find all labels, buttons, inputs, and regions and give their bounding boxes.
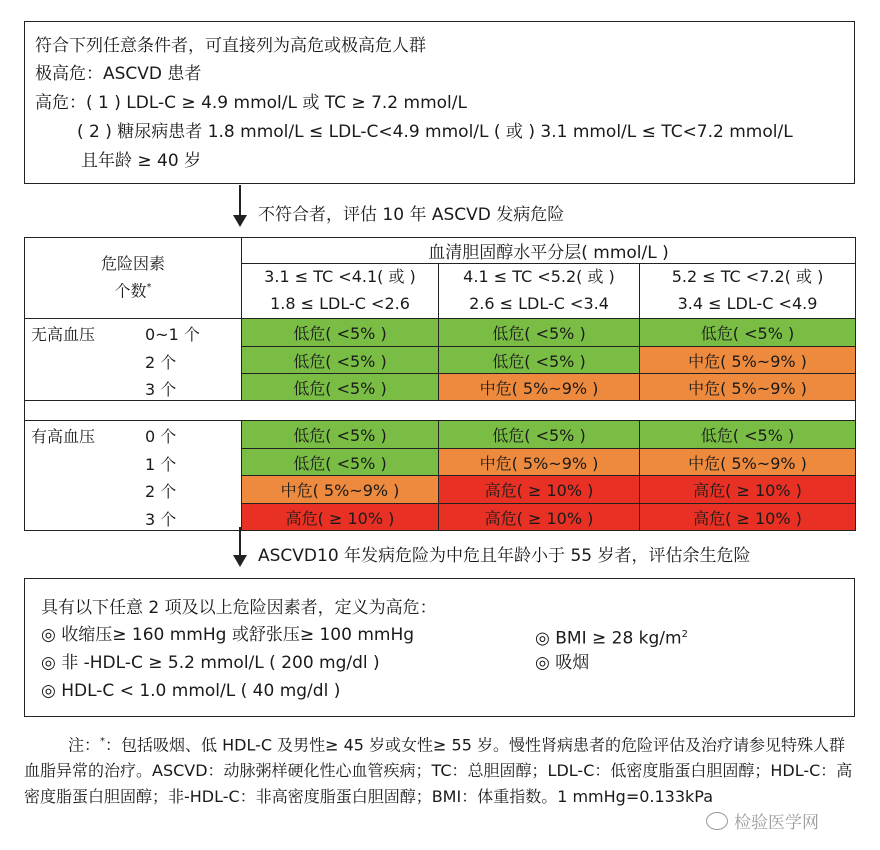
risk-cell-high: 高危( ≥ 10% ) xyxy=(439,476,640,504)
risk-row xyxy=(25,504,856,531)
risk-row-label xyxy=(25,319,242,347)
risk-cell-low: 低危( <5% ) xyxy=(242,374,439,401)
group-spacer xyxy=(25,401,856,421)
risk-cell-mid: 中危( 5%~9% ) xyxy=(640,347,856,374)
risk-row xyxy=(25,476,856,504)
risk-factor-count: 2 个 xyxy=(145,481,177,501)
arrow1-label: 不符合者，评估 10 年 ASCVD 发病危险 xyxy=(258,205,565,225)
criteria-high-age: 且年龄 ≥ 40 岁 xyxy=(81,151,202,171)
range-3-tc: 5.2 ≤ TC <7.2( 或 ) xyxy=(640,264,856,291)
group-hypertension xyxy=(25,421,856,531)
risk-item-smoking: ◎ 吸烟 xyxy=(535,653,590,673)
footnote-text: ：包括吸烟、低 HDL-C 及男性≥ 45 岁或女性≥ 55 岁。慢性肾病患者的危险评估及治疗请参见特殊人群血脂异常的治疗。ASCVD：动脉粥样硬化性心血管疾病；TC：总胆固醇；LDL-C：低密度脂蛋白胆固醇；HDL-C：高密度脂蛋白胆固醇；非-HDL-C：非高密度脂蛋白胆固醇；BMI：体重指数。1 mmHg=0.133kPa xyxy=(24,735,853,807)
wechat-icon xyxy=(706,812,728,830)
footnote-mark: * xyxy=(100,736,106,747)
risk-cell-low: 低危( <5% ) xyxy=(242,449,439,476)
risk-stratification-table xyxy=(24,237,856,531)
risk-cell-high: 高危( ≥ 10% ) xyxy=(439,504,640,531)
risk-cell-low: 低危( <5% ) xyxy=(439,421,640,449)
flow-arrow-2 xyxy=(239,527,241,557)
risk-cell-low: 低危( <5% ) xyxy=(439,347,640,374)
criteria-high-1: 高危：( 1 ) LDL-C ≥ 4.9 mmol/L 或 TC ≥ 7.2 mmol/L xyxy=(35,93,467,113)
risk-row-label xyxy=(25,421,242,449)
lifetime-risk-box xyxy=(24,578,855,717)
risk-factor-count: 0 个 xyxy=(145,427,177,446)
criteria-very-high: 极高危：ASCVD 患者 xyxy=(35,64,202,84)
cholesterol-header: 血清胆固醇水平分层( mmol/L ) xyxy=(242,238,856,264)
group-spacer-cell xyxy=(25,401,856,421)
range-2-ldl: 2.6 ≤ LDL-C <3.4 xyxy=(439,291,640,319)
risk-row xyxy=(25,374,856,401)
group-label: 无高血压 xyxy=(31,325,96,344)
flow-arrow-1-head xyxy=(233,215,247,227)
risk-cell-low: 低危( <5% ) xyxy=(242,421,439,449)
footnote xyxy=(24,729,858,810)
range-1-ldl: 1.8 ≤ LDL-C <2.6 xyxy=(242,291,439,319)
range-1-tc: 3.1 ≤ TC <4.1( 或 ) xyxy=(242,264,439,291)
risk-cell-low: 低危( <5% ) xyxy=(439,319,640,347)
risk-factor-count: 3 个 xyxy=(145,509,177,529)
risk-row xyxy=(25,421,856,449)
risk-factor-count: 0~1 个 xyxy=(145,325,200,344)
risk-factor-count: 2 个 xyxy=(145,352,177,372)
risk-item-nonhdl: ◎ 非 -HDL-C ≥ 5.2 mmol/L ( 200 mg/dl ) xyxy=(41,653,380,673)
risk-cell-low: 低危( <5% ) xyxy=(242,319,439,347)
risk-item-hdl: ◎ HDL-C < 1.0 mmol/L ( 40 mg/dl ) xyxy=(41,681,341,701)
group-no-hypertension xyxy=(25,319,856,401)
risk-row xyxy=(25,347,856,374)
risk-factor-header-line1: 危险因素 xyxy=(100,254,165,274)
risk-cell-low: 低危( <5% ) xyxy=(640,319,856,347)
risk-factor-mark: * xyxy=(146,282,152,294)
flow-arrow-1 xyxy=(239,185,241,217)
risk-factor-count: 1 个 xyxy=(145,454,177,474)
risk-cell-high: 高危( ≥ 10% ) xyxy=(242,504,439,531)
risk-item-bmi-sup: 2 xyxy=(681,629,688,640)
direct-criteria-box xyxy=(24,21,855,184)
arrow2-label: ASCVD10 年发病危险为中危且年龄小于 55 岁者，评估余生危险 xyxy=(258,546,751,566)
risk-item-bmi-text: ◎ BMI ≥ 28 kg/m xyxy=(535,628,682,649)
risk-cell-low: 低危( <5% ) xyxy=(640,421,856,449)
risk-cell-mid: 中危( 5%~9% ) xyxy=(439,374,640,401)
risk-row-label xyxy=(25,374,242,401)
risk-cell-low: 低危( <5% ) xyxy=(242,347,439,374)
range-3-ldl: 3.4 ≤ LDL-C <4.9 xyxy=(640,291,856,319)
risk-factor-header xyxy=(25,238,242,319)
risk-cell-high: 高危( ≥ 10% ) xyxy=(640,504,856,531)
risk-item-bmi xyxy=(535,625,688,649)
risk-cell-high: 高危( ≥ 10% ) xyxy=(640,476,856,504)
risk-factor-header-line2: 个数 xyxy=(114,281,147,301)
risk-row-label xyxy=(25,476,242,504)
risk-row-label xyxy=(25,504,242,531)
watermark xyxy=(706,808,819,833)
risk-row xyxy=(25,449,856,476)
risk-cell-mid: 中危( 5%~9% ) xyxy=(439,449,640,476)
risk-cell-mid: 中危( 5%~9% ) xyxy=(640,449,856,476)
risk-row xyxy=(25,319,856,347)
flow-arrow-2-head xyxy=(233,555,247,567)
group-label: 有高血压 xyxy=(31,427,96,446)
risk-cell-mid: 中危( 5%~9% ) xyxy=(640,374,856,401)
criteria-high-2: ( 2 ) 糖尿病患者 1.8 mmol/L ≤ LDL-C<4.9 mmol/L ( 或 ) 3.1 mmol/L ≤ TC<7.2 mmol/L xyxy=(77,122,793,142)
risk-cell-mid: 中危( 5%~9% ) xyxy=(242,476,439,504)
lifetime-risk-title: 具有以下任意 2 项及以上危险因素者，定义为高危： xyxy=(41,598,437,618)
risk-row-label xyxy=(25,449,242,476)
footnote-label: 注： xyxy=(68,735,101,755)
risk-row-label xyxy=(25,347,242,374)
criteria-intro: 符合下列任意条件者，可直接列为高危或极高危人群 xyxy=(35,36,426,56)
range-2-tc: 4.1 ≤ TC <5.2( 或 ) xyxy=(439,264,640,291)
risk-item-bp: ◎ 收缩压≥ 160 mmHg 或舒张压≥ 100 mmHg xyxy=(41,625,415,645)
risk-factor-count: 3 个 xyxy=(145,379,177,399)
watermark-text: 检验医学网 xyxy=(734,813,819,833)
